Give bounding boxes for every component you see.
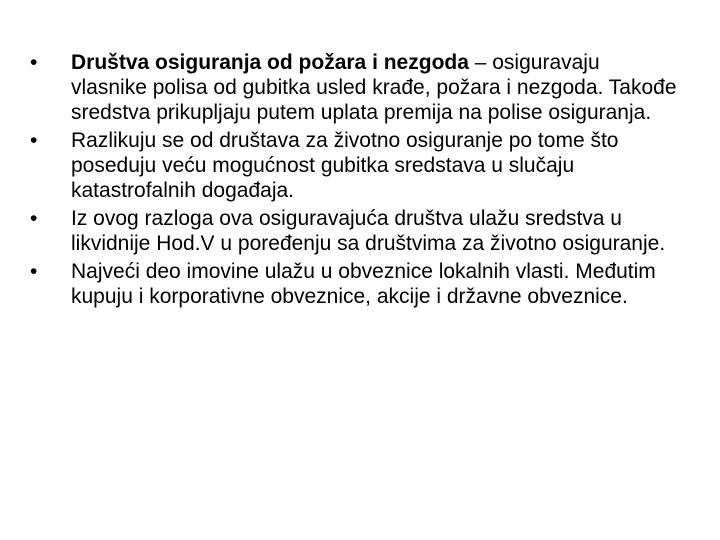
bullet-marker: •: [30, 207, 38, 230]
bullet-item-2: [30, 128, 680, 203]
bullet-text: Iz ovog razloga ova osiguravajuća društva ulažu sredstva u likvidnije Hod.V u poređenju sa društvima za životno osiguranje.: [71, 207, 666, 255]
bullet-item-3: [30, 206, 680, 256]
bullet-text: Razlikuju se od društava za životno osiguranje po tome što poseduju veću mogućnost gubitka sredstava u slučaju katastrofalnih događaja.: [71, 129, 619, 202]
bullet-term: Društva osiguranja od požara i nezgoda: [71, 51, 469, 74]
bullet-marker: •: [30, 51, 38, 74]
bullet-item-1: [30, 50, 680, 125]
bullet-text: Najveći deo imovine ulažu u obveznice lokalnih vlasti. Međutim kupuju i korporativne obveznice, akcije i državne obveznice.: [71, 260, 656, 308]
bullet-marker: •: [30, 260, 38, 283]
bullet-item-4: [30, 259, 680, 309]
bullet-text: – osiguravaju vlasnike polisa od gubitka usled krađe, požara i nezgoda. Takođe sredstva prikupljaju putem uplata premija na polise osiguranja.: [71, 51, 677, 124]
bullet-marker: •: [30, 129, 38, 152]
bullet-list: [30, 50, 680, 312]
